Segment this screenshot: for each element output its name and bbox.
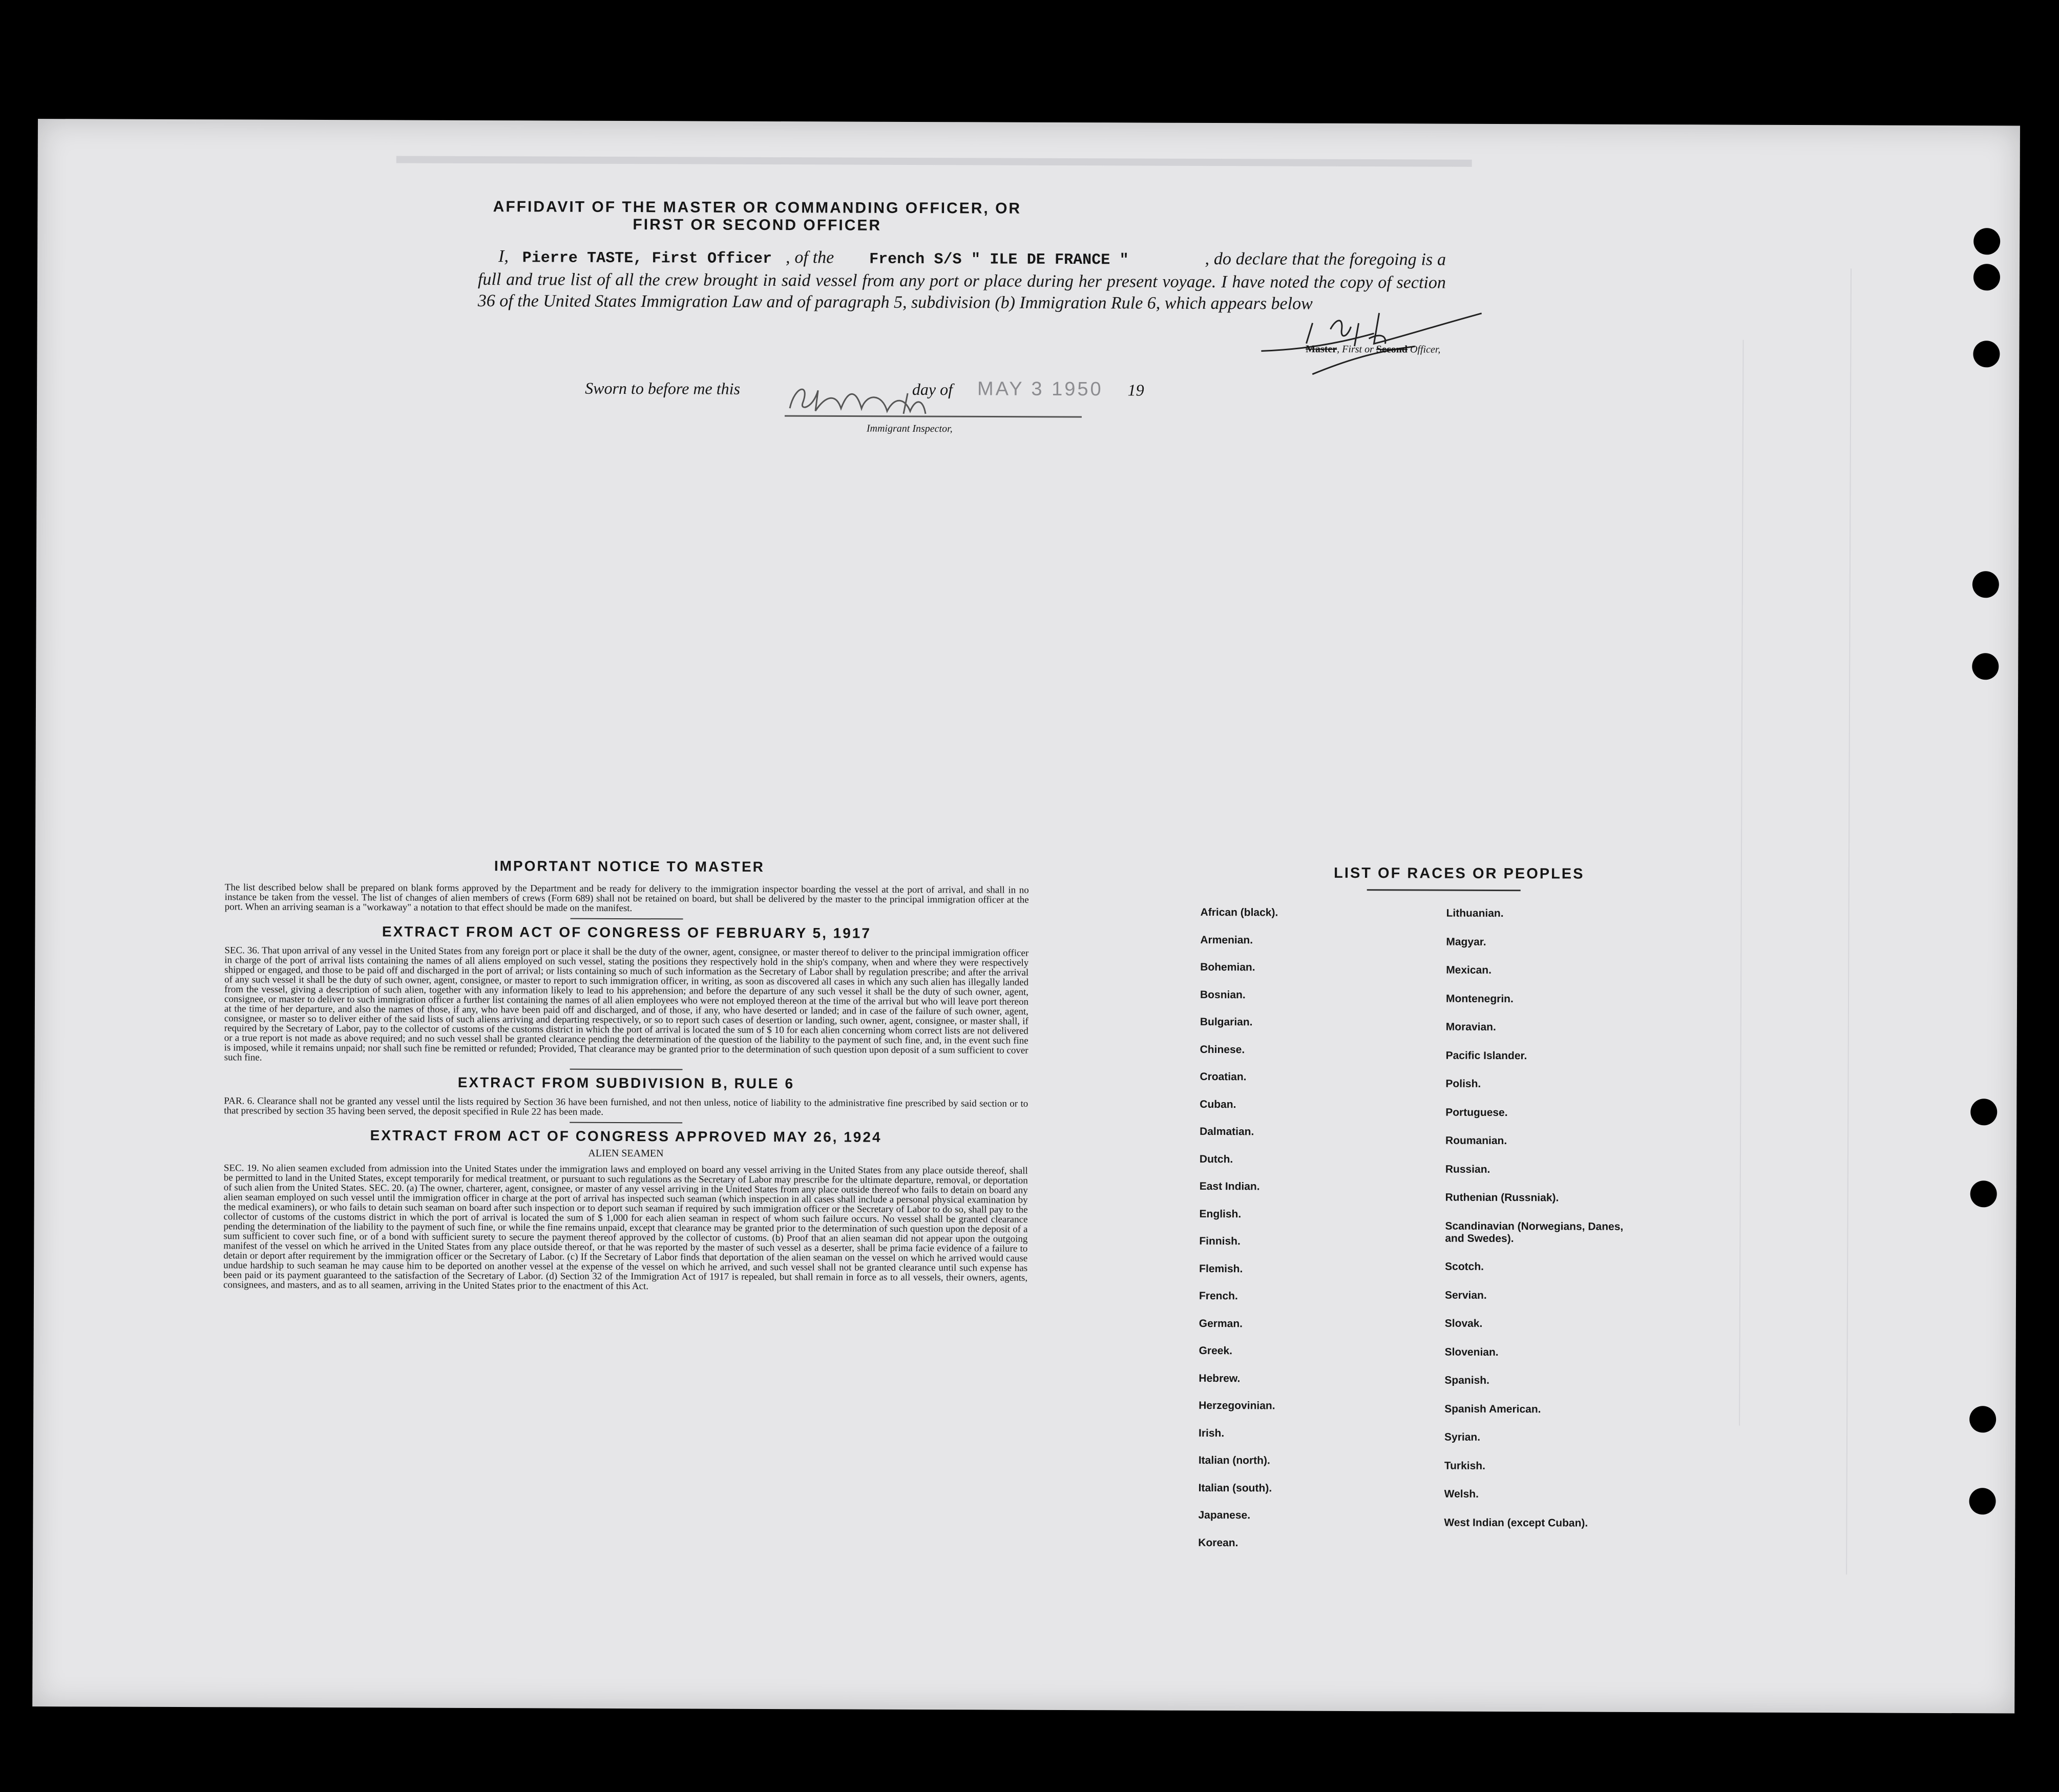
race-item: Flemish. [1199, 1262, 1243, 1275]
race-item: Croatian. [1200, 1070, 1247, 1083]
inspector-label: Immigrant Inspector, [866, 423, 953, 435]
extract-1924-text: SEC. 19. No alien seamen excluded from admission into the United States under the immigration laws and employed on board any vessel arriving in the United States from any place outside thereof, shall be permitted to land in the United States, except temporarily for medical treatment, or pursuant to such regulations as the Secretary of Labor may prescribe for the ultimate departure, removal, or deportation of such alien from the United States. SEC. 20. (a) The owner, charterer, agent, consignee, or master of any vessel arriving in the United States from any place outside thereof who fails to detain on board any alien seaman employed on such vessel until the immigration officer in charge at the port of arrival has inspected such seaman (which inspection in all cases shall include a personal physical examination by the medical examiners), or who fails to detain such seaman on board after such inspection or to deport such seaman if required by such immigration officer or the Secretary of Labor to do so, shall pay to the collector of customs of the customs district in which the port of arrival is located the sum of $ 1,000 for each alien seaman in respect of whom such failure occurs. No vessel shall be granted clearance pending the determination of the liability to the payment of such fine, or while the fine remains unpaid, except that clearance may be granted prior to the determination of such question upon the deposit of a sum sufficient to cover such fine, or of a bond with sufficient surety to secure the payment thereof approved by the collector of customs. (b) Proof that an alien seaman did not appear upon the outgoing manifest of the vessel on which he arrived in the United States from any place outside thereof, or that he was reported by the master of such vessel as a deserter, shall be prima facie evidence of a failure to detain or deport after requirement by the immigration officer or the Secretary of Labor. (c) If the Secretary of Labor finds that deportation of the alien seaman on the vessel on which he arrived would cause undue hardship to such seaman he may cause him to be deported on another vessel at the expense of the vessel on which he arrived, and such vessel shall not be granted clearance until such expense has been paid or its payment guaranteed to the satisfaction of the Secretary of Labor. (d) Section 32 of the Immigration Act of 1917 is repealed, but shall remain in force as to all vessels, their owners, agents, consignees, and masters, and as to all seamen, arriving in the United States prior to the enactment of this Act. [223, 1163, 1028, 1292]
date-stamp: MAY 3 1950 [977, 378, 1103, 400]
notice-title: IMPORTANT NOTICE TO MASTER [494, 858, 765, 875]
document-sheet [32, 119, 2020, 1713]
sworn-text: Sworn to before me this [585, 378, 741, 398]
race-item: Russian. [1445, 1163, 1490, 1175]
affidavit-of-the: , of the [785, 248, 834, 267]
race-item: Japanese. [1198, 1509, 1251, 1522]
officer-title-line [1205, 343, 1440, 356]
race-item: Montenegrin. [1445, 993, 1514, 1005]
punch-hole [1973, 341, 2000, 367]
officer-name-typed: Pierre TASTE, First Officer [522, 249, 772, 268]
punch-hole [1969, 1488, 1996, 1514]
race-item: Bohemian. [1200, 961, 1255, 974]
race-item: Bulgarian. [1200, 1016, 1253, 1028]
punch-hole [1972, 653, 1999, 680]
notice-column [223, 882, 1029, 1292]
race-item: Mexican. [1446, 964, 1491, 976]
race-item: Chinese. [1200, 1043, 1245, 1056]
extract-1917-title: EXTRACT FROM ACT OF CONGRESS OF FEBRUARY 5, 1917 [382, 923, 872, 941]
race-item: Armenian. [1200, 934, 1253, 946]
race-item: Scandinavian (Norwegians, Danes, and Swedes). [1445, 1220, 1624, 1245]
officer-title-first: , First or [1337, 343, 1374, 355]
race-item: Korean. [1198, 1536, 1238, 1549]
year-suffix: 19 [1127, 381, 1144, 399]
punch-hole [1970, 1180, 1997, 1207]
bleed-through-mark [396, 156, 1472, 166]
extract-1924-title: EXTRACT FROM ACT OF CONGRESS APPROVED MAY 26, 1924 [370, 1127, 882, 1145]
races-right-column [38, 119, 2020, 126]
extract-1924-subtitle: ALIEN SEAMEN [588, 1147, 664, 1159]
race-item: English. [1199, 1208, 1242, 1220]
races-title-underline [1367, 889, 1521, 891]
inspector-signature [774, 377, 1082, 425]
punch-hole [1973, 228, 2000, 255]
affidavit-declaration-text: that the foregoing is a full and true list of all the crew brought in said vessel from any port or place during her present voyage. I have noted the copy of section 36 of the United States Immigration Law and of paragraph 5, subdivision (b) Immigration Rule 6, which appears below [477, 249, 1446, 313]
race-item: Herzegovinian. [1199, 1399, 1275, 1412]
race-item: Welsh. [1444, 1488, 1479, 1500]
race-item: East Indian. [1199, 1180, 1260, 1193]
race-item: German. [1199, 1317, 1243, 1330]
extract-rule6-title: EXTRACT FROM SUBDIVISION B, RULE 6 [457, 1074, 795, 1092]
race-item: Turkish. [1444, 1460, 1486, 1472]
officer-title-master-struck: Master [1306, 343, 1337, 355]
race-item: Dalmatian. [1200, 1125, 1254, 1138]
punch-hole [1972, 571, 1999, 598]
extract-rule6-text: PAR. 6. Clearance shall not be granted any vessel until the lists required by Section 36 have been furnished, and not then unless, notice of liability to the administrative fine prescribed by said section or to that prescribed by section 35 having been served, the deposit specified in Rule 22 has been made. [224, 1095, 1028, 1118]
officer-title-officer: Officer, [1407, 344, 1441, 355]
race-item: Spanish American. [1444, 1403, 1541, 1415]
vessel-name-typed: French S/S " ILE DE FRANCE " [869, 250, 1129, 269]
race-item: Ruthenian (Russniak). [1445, 1191, 1559, 1204]
punch-hole [1970, 1099, 1997, 1125]
race-item: Finnish. [1199, 1235, 1241, 1248]
day-of-text: day of [912, 380, 953, 399]
race-item: Moravian. [1445, 1021, 1496, 1033]
race-item: Pacific Islander. [1445, 1049, 1527, 1062]
divider [570, 1069, 683, 1070]
officer-title-second-struck: Second [1376, 344, 1408, 355]
race-item: Magyar. [1446, 936, 1486, 948]
affidavit-i: I, [498, 247, 509, 266]
race-item: West Indian (except Cuban). [1444, 1516, 1588, 1529]
race-item: Italian (north). [1198, 1454, 1270, 1467]
extract-1917-text: SEC. 36. That upon arrival of any vessel in the United States from any foreign port or place it shall be the duty of the owner, agent, consignee, or master thereof to deliver to the principal immigration officer in charge of the port of arrival lists containing the names of all aliens employed on such vessel, stating the positions they respectively hold in the ship's company, when and where they were respectively shipped or engaged, and those to be paid off and discharged in the port of arrival; or lists containing so much of such information as the Secretary of Labor shall by regulation prescribe; and after the arrival of any such vessel it shall be the duty of such owner, agent, consignee, or master to report to such immigration officer, in writing, as soon as discovered all cases in which any such alien has illegally landed from the vessel, giving a description of such alien, together with any information likely to lead to his apprehension; and before the departure of any such vessel it shall be the duty of such owner, agent, consignee, or master to deliver to such immigration officer a further list containing the names of all alien employees who were not employed thereon at the time of the arrival but who will leave port thereon at the time of her departure, and also the names of those, if any, who have been paid off and discharged, and of those, if any, who have deserted or landed; and in case of the failure of such owner, agent, consignee, or master so to deliver either of the said lists of such aliens arriving and departing respectively, or so to report such cases of desertion or landing, such owner, agent, consignee, or master shall, if required by the Secretary of Labor, pay to the collector of customs of the customs district in which the port of arrival is located the sum of $ 10 for each alien concerning whom correct lists are not delivered or a true report is not made as above required; and no such vessel shall be granted clearance pending the determination of the question of the liability to the payment of such fine, and, in the event such fine is imposed, while it remains unpaid; nor shall such fine be remitted or refunded; Provided, That clearance may be granted prior to the determination of such question upon deposit of a sum sufficient to cover such fine. [224, 945, 1029, 1063]
race-item: Dutch. [1199, 1153, 1233, 1165]
race-item: Roumanian. [1445, 1134, 1507, 1147]
race-item: Lithuanian. [1446, 907, 1504, 919]
race-item: Greek. [1199, 1344, 1233, 1357]
races-left-column [38, 119, 2020, 126]
race-item: Spanish. [1444, 1374, 1489, 1386]
race-item: Slovak. [1444, 1317, 1483, 1330]
bleed-through-mark [1846, 268, 1852, 1574]
affidavit-do-declare: , do declare [1205, 249, 1288, 269]
race-item: Irish. [1199, 1427, 1225, 1439]
race-item: French. [1199, 1290, 1238, 1302]
race-item: Bosnian. [1200, 988, 1246, 1001]
divider [570, 1122, 682, 1124]
punch-hole [1973, 264, 2000, 290]
race-item: Italian (south). [1198, 1482, 1272, 1494]
divider [571, 918, 683, 920]
race-item: Cuban. [1200, 1098, 1236, 1110]
race-item: Polish. [1445, 1078, 1481, 1090]
race-item: Hebrew. [1199, 1372, 1241, 1384]
races-title: LIST OF RACES OR PEOPLES [1334, 865, 1585, 882]
race-item: Scotch. [1445, 1260, 1484, 1273]
notice-text: The list described below shall be prepared on blank forms approved by the Department and be ready for delivery to the immigration inspector boarding the vessel at the port of arrival, and shall in no instance be taken from the vessel. The list of changes of alien members of crews (Form 689) shall not be retained on board, but shall be delivered by the master to the principal immigration officer at the port. When an arriving seaman is a "workaway" a notation to that effect should be made on the manifest. [224, 882, 1029, 914]
race-item: Syrian. [1444, 1431, 1481, 1443]
affidavit-title: AFFIDAVIT OF THE MASTER OR COMMANDING OFFICER, OR FIRST OR SECOND OFFICER [493, 198, 1022, 234]
race-item: Portuguese. [1445, 1106, 1508, 1119]
race-item: Slovenian. [1444, 1346, 1499, 1358]
race-item: African (black). [1200, 906, 1278, 919]
race-item: Servian. [1444, 1289, 1487, 1301]
punch-hole [1969, 1406, 1996, 1432]
bleed-through-mark [1739, 340, 1790, 1426]
